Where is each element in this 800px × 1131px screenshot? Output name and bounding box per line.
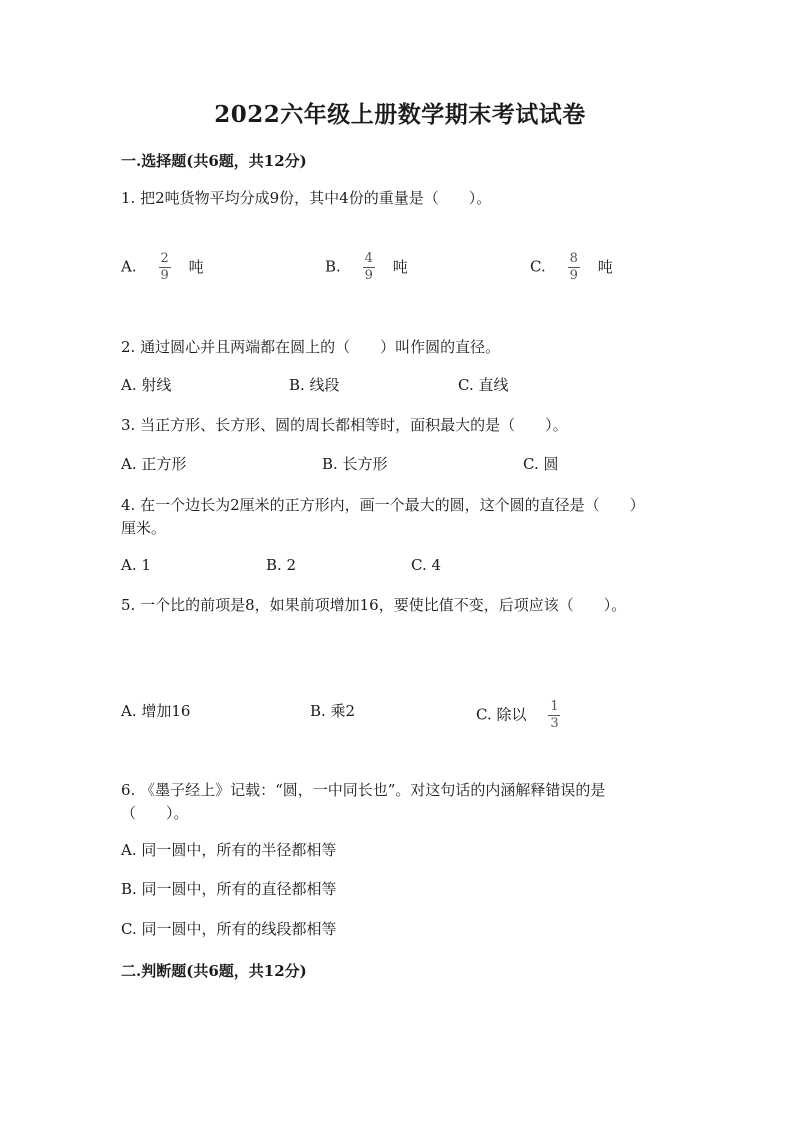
fraction: $\frac{8}{9}$ (569, 251, 578, 283)
section-heading-choice: 一.选择题(共6题，共12分) (121, 152, 307, 170)
fraction: $\frac{1}{3}$ (550, 699, 559, 731)
question-4-option-c: C. 4 (411, 556, 442, 574)
question-4-stem: 4. 在一个边长为2厘米的正方形内，画一个最大的圆，这个圆的直径是（ ）厘米。 (121, 496, 638, 537)
exam-title: 2022六年级上册数学期末考试试卷 (214, 101, 586, 128)
question-2-stem: 2. 通过圆心并且两端都在圆上的（ ）叫作圆的直径。 (121, 338, 501, 356)
question-3-option-b: B. 长方形 (322, 455, 388, 473)
question-6-option-c: C. 同一圆中，所有的线段都相等 (121, 920, 337, 938)
question-3-option-a: A. 正方形 (121, 455, 187, 473)
question-4-option-b: B. 2 (266, 556, 297, 574)
fraction: $\frac{4}{9}$ (364, 251, 373, 283)
question-6-option-a: A. 同一圆中，所有的半径都相等 (121, 841, 337, 859)
question-1-option-a: A. $\frac{2}{9}$ 吨 (121, 251, 204, 283)
question-3-stem: 3. 当正方形、长方形、圆的周长都相等时，面积最大的是（ ）。 (121, 416, 568, 434)
section-heading-judgement: 二.判断题(共6题，共12分) (121, 962, 307, 980)
question-4-option-a: A. 1 (121, 556, 151, 574)
question-3-option-c: C. 圆 (523, 455, 559, 473)
question-6-stem: 6. 《墨子经上》记载：“圆，一中同长也”。对这句话的内涵解释错误的是（ ）。 (121, 781, 606, 822)
question-2-option-a: A. 射线 (121, 376, 172, 394)
question-5-option-a: A. 增加16 (121, 702, 191, 720)
question-5-stem: 5. 一个比的前项是8，如果前项增加16，要使比值不变，后项应该（ ）。 (121, 596, 627, 614)
question-6-option-b: B. 同一圆中，所有的直径都相等 (121, 880, 337, 898)
question-1-stem: 1. 把2吨货物平均分成9份，其中4份的重量是（ ）。 (121, 189, 492, 207)
question-2-option-c: C. 直线 (458, 376, 509, 394)
question-1-option-c: C. $\frac{8}{9}$ 吨 (530, 251, 613, 283)
question-5-option-b: B. 乘2 (310, 702, 356, 720)
question-5-option-c: C. 除以 $\frac{1}{3}$ (476, 699, 559, 731)
question-2-option-b: B. 线段 (289, 376, 340, 394)
question-1-option-b: B. $\frac{4}{9}$ 吨 (325, 251, 408, 283)
fraction: $\frac{2}{9}$ (160, 251, 169, 283)
